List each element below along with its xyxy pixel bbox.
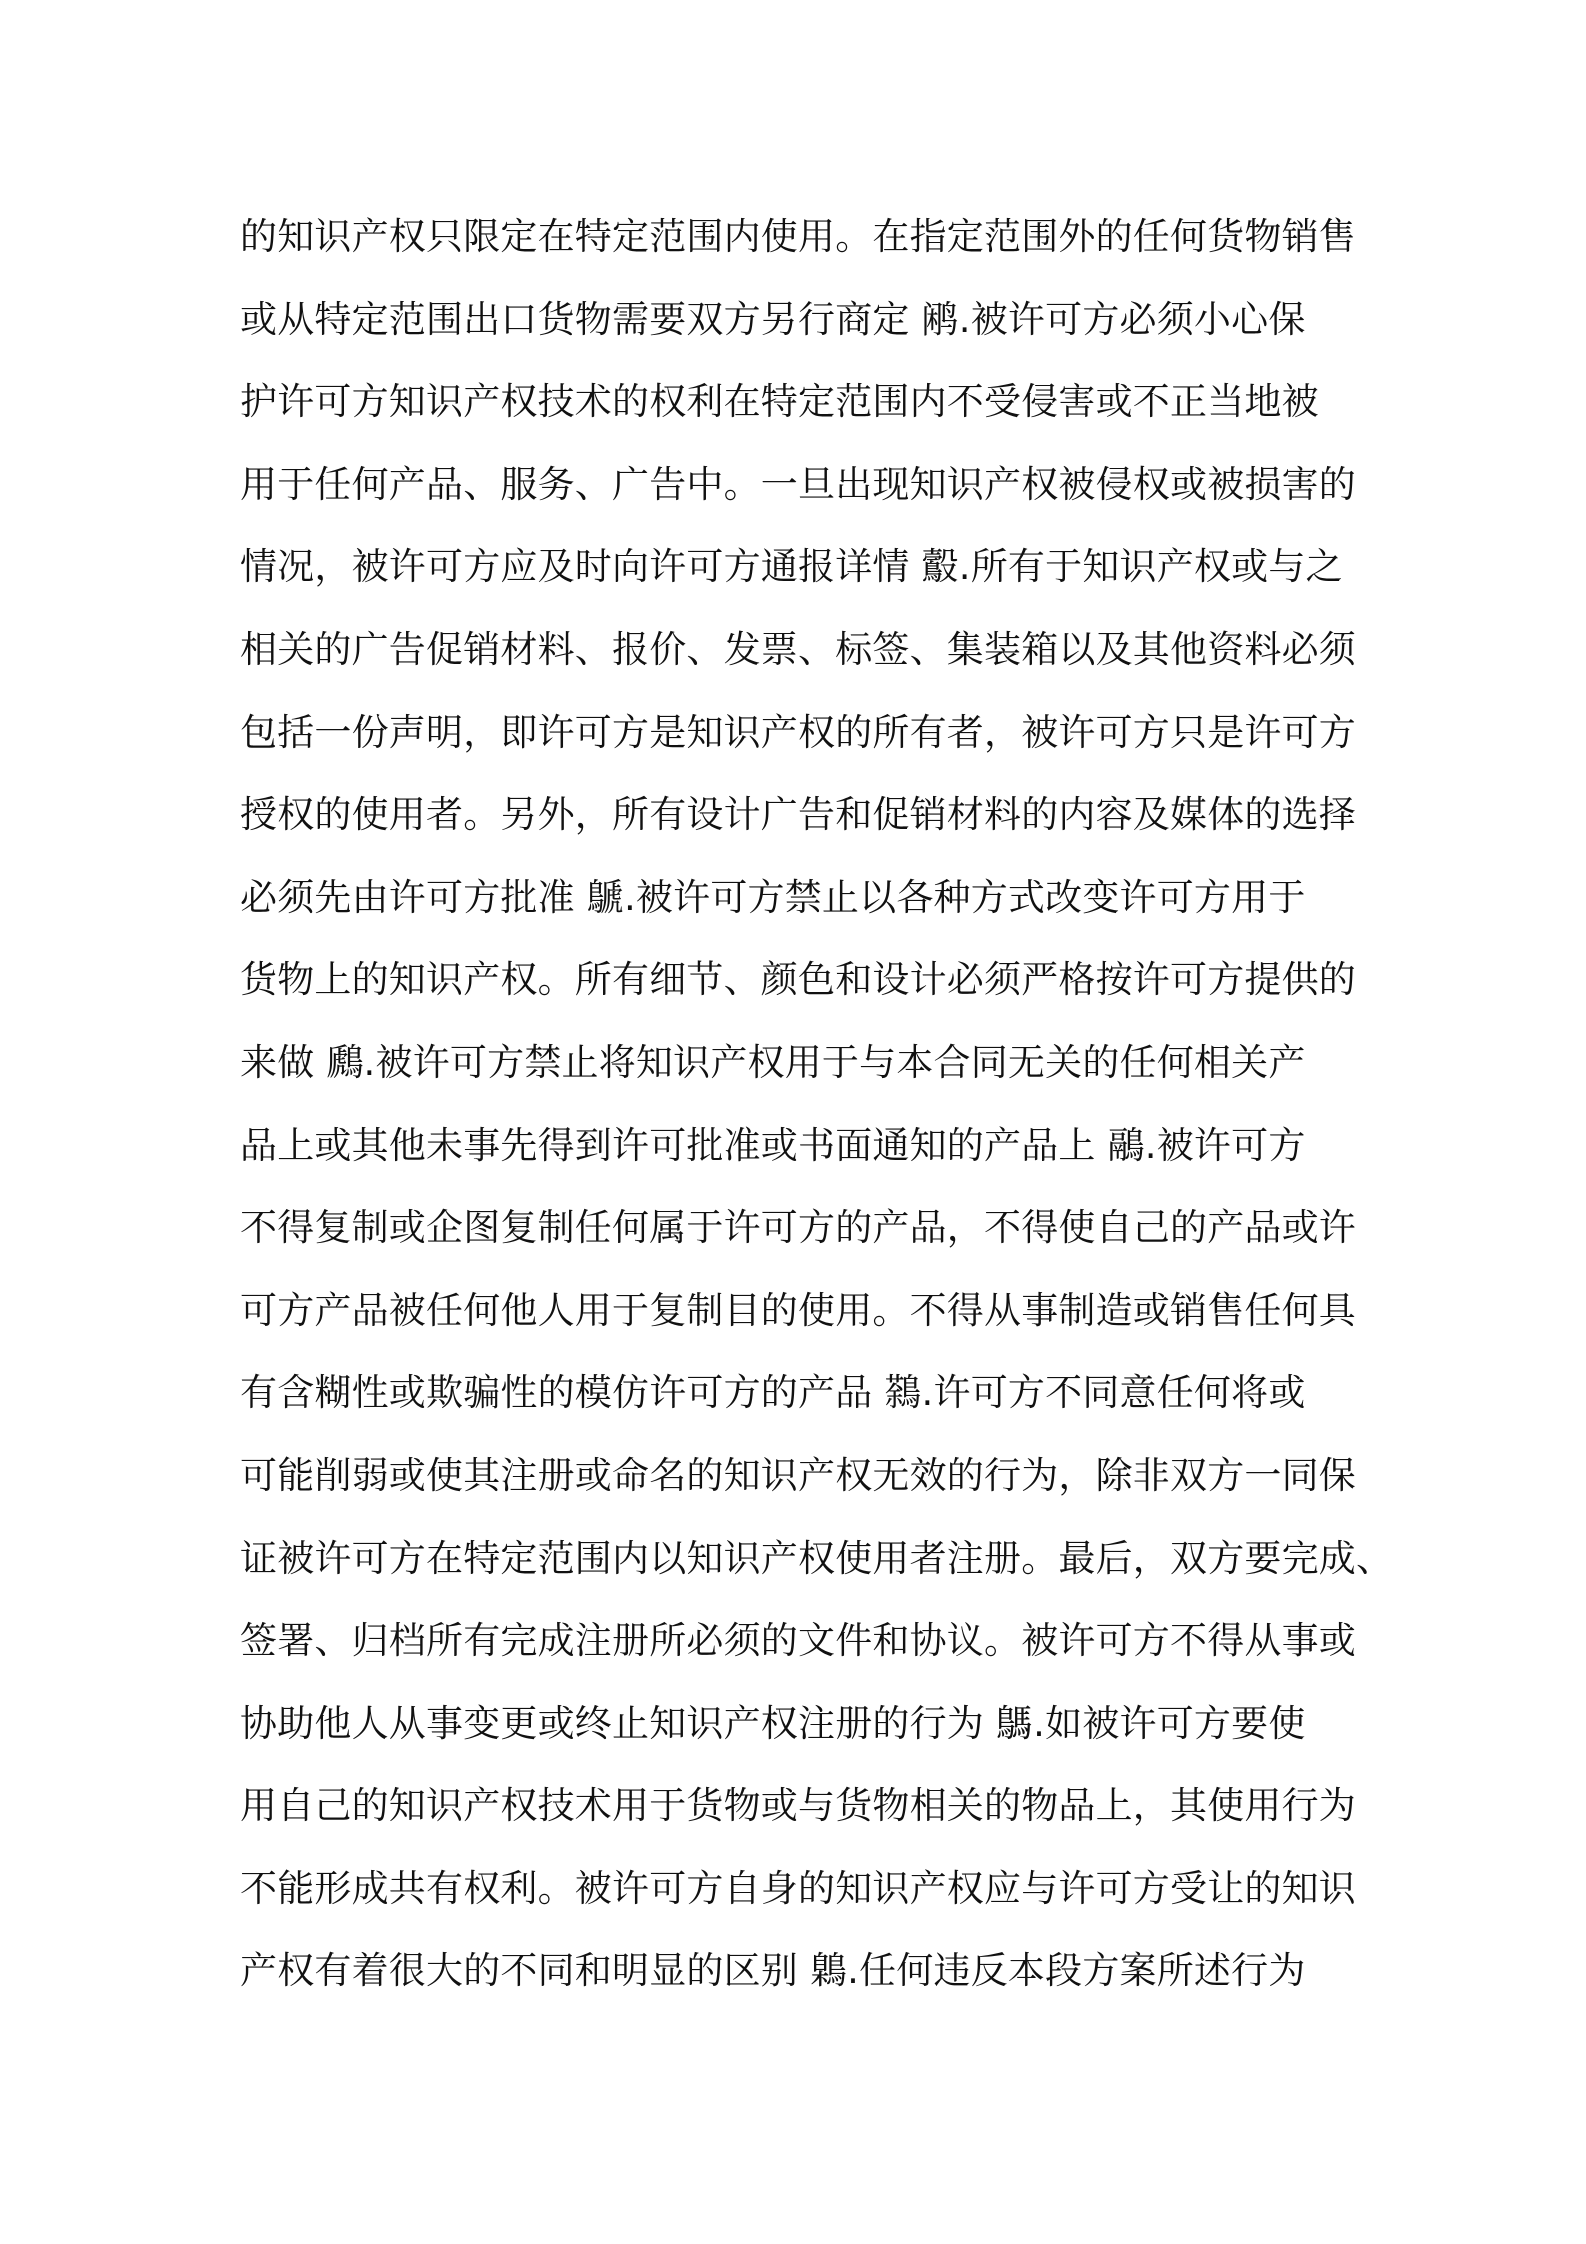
text-line: 来做 鷉.被许可方禁止将知识产权用于与本合同无关的任何相关产: [240, 1040, 1306, 1084]
text-line: 的知识产权只限定在特定范围内使用。在指定范围外的任何货物销售: [240, 215, 1356, 258]
text-line: 不能形成共有权利。被许可方自身的知识产权应与许可方受让的知识: [240, 1866, 1356, 1910]
text-line: 证被许可方在特定范围内以知识产权使用者注册。最后，双方要完成、: [240, 1536, 1394, 1580]
text-line: 必须先由许可方批准 鷈.被许可方禁止以各种方式改变许可方用于: [240, 875, 1306, 919]
text-line: 用自己的知识产权技术用于货物或与货物相关的物品上，其使用行为: [240, 1784, 1356, 1828]
text-line: 授权的使用者。另外，所有设计广告和促销材料的内容及媒体的选择: [240, 793, 1356, 837]
text-line: 可能削弱或使其注册或命名的知识产权无效的行为，除非双方一同保: [240, 1453, 1356, 1497]
text-line: 有含糊性或欺骗性的模仿许可方的产品 鷋.许可方不同意任何将或: [240, 1371, 1306, 1415]
text-line: 签署、归档所有完成注册所必须的文件和协议。被许可方不得从事或: [240, 1619, 1356, 1663]
text-line: 或从特定范围出口货物需要双方另行商定 鹇.被许可方必须小心保: [240, 297, 1306, 341]
text-line: 包括一份声明，即许可方是知识产权的所有者，被许可方只是许可方: [240, 710, 1356, 754]
text-line: 品上或其他未事先得到许可批准或书面通知的产品上 鷊.被许可方: [240, 1123, 1306, 1167]
text-line: 协助他人从事变更或终止知识产权注册的行为 鷌.如被许可方要使: [240, 1701, 1306, 1745]
contract-text-block: [240, 196, 1394, 2013]
text-line: 货物上的知识产权。所有细节、颜色和设计必须严格按许可方提供的: [240, 958, 1356, 1002]
text-line: 可方产品被任何他人用于复制目的使用。不得从事制造或销售任何具: [240, 1288, 1356, 1332]
text-line: 相关的广告促销材料、报价、发票、标签、集装箱以及其他资料必须: [240, 627, 1356, 671]
text-line: 护许可方知识产权技术的权利在特定范围内不受侵害或不正当地被: [240, 380, 1319, 424]
text-line: 不得复制或企图复制任何属于许可方的产品，不得使自己的产品或许: [240, 1206, 1356, 1250]
text-line: 用于任何产品、服务、广告中。一旦出现知识产权被侵权或被损害的: [240, 462, 1356, 506]
text-line: 情况，被许可方应及时向许可方通报详情 鷇.所有于知识产权或与之: [240, 545, 1343, 589]
text-line: 产权有着很大的不同和明显的区别 鷍.任何违反本段方案所述行为: [240, 1949, 1306, 1993]
